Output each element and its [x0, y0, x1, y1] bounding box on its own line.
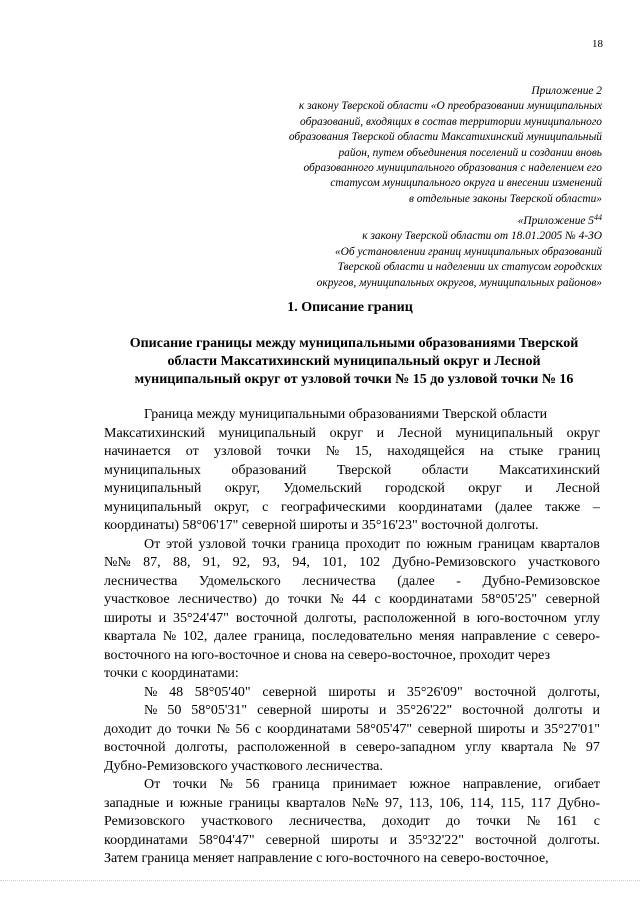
body-word: Тверской [336, 462, 392, 478]
appendix-5-line: Тверской области и наделении их статусом городских [337, 261, 602, 274]
body-word: точки [251, 536, 286, 552]
body-line [104, 554, 600, 573]
body-word: участкового [528, 555, 600, 570]
body-word: 44 [352, 592, 367, 607]
body-word: расположенной [363, 610, 457, 626]
body-word: муниципальный [104, 481, 202, 496]
body-word: направление, [462, 777, 542, 792]
body-word: от [185, 444, 199, 459]
document-subtitle [104, 335, 604, 389]
body-word: 35°24'47" [173, 610, 229, 626]
appendix-5-lines [240, 229, 602, 291]
body-word: Удомельского [198, 573, 281, 589]
body-word: долготы, [304, 610, 357, 626]
body-word: проходит [345, 536, 401, 552]
body-word: 93, [262, 555, 281, 570]
body-word: 88, [172, 555, 191, 570]
body-word: и [378, 703, 387, 718]
body-word: №№ [104, 555, 131, 570]
body-line: Граница между муниципальными образованиями Тверской области [144, 407, 548, 422]
body-word: муниципальный [104, 499, 202, 515]
body-word: 50 [167, 703, 182, 718]
body-word: начинается [104, 444, 171, 459]
body-line [104, 795, 600, 814]
body-word: координатами [398, 499, 483, 515]
body-word: южное [409, 777, 451, 792]
body-line [104, 813, 600, 832]
body-word: южные [179, 795, 223, 811]
body-word: Максатихинский [499, 462, 600, 478]
body-line [104, 776, 600, 795]
body-word: 115, [500, 795, 525, 811]
body-word: граница [291, 536, 340, 552]
body-word: 117 [530, 795, 552, 811]
body-line: Дубно-Ремизовского участкового лесничества. [104, 758, 383, 774]
body-word: округ [468, 481, 502, 496]
body-word: муниципальный [218, 425, 316, 441]
body-word: кварталов [286, 795, 346, 811]
body-word: 97 [585, 740, 600, 755]
body-line [104, 628, 600, 647]
body-word: до [157, 721, 172, 737]
body-word: 94, [292, 555, 310, 570]
body-word: и [530, 721, 539, 737]
body-word: 58°05'40" [194, 684, 251, 700]
body-word: географическими [281, 499, 386, 515]
body-word: Дубно-Ремизовское [482, 573, 600, 589]
body-word: 35°26'22" [396, 703, 453, 718]
body-word: № [325, 444, 340, 459]
body-word: и [165, 795, 174, 811]
body-word: - [456, 573, 461, 589]
body-word: широты [477, 721, 526, 737]
appendix-5-line: округов, муниципальных округов, муниципальных районов» [316, 276, 602, 289]
appendix-2-line: образований, входящих в состав территории муниципального [300, 115, 602, 128]
body-word: (далее [494, 499, 533, 515]
body-word: №№ [351, 795, 379, 811]
body-word: широты [331, 832, 379, 848]
subtitle-line: муниципальный округ от узловой точки № 15 до узловой точки № 16 [134, 372, 574, 387]
body-word: квартала [104, 629, 157, 644]
body-word: долготы, [547, 684, 600, 700]
body-word: широты [321, 703, 369, 718]
body-word: Ремизовского [104, 814, 185, 829]
body-word: 92, [232, 555, 251, 570]
body-word: северо-западном [355, 740, 456, 755]
body-word: долготы [533, 703, 583, 718]
body-word: № [162, 629, 177, 644]
body-word: граница [272, 777, 320, 792]
body-word: этой [166, 536, 193, 552]
body-word: округ, [224, 481, 261, 496]
body-word: муниципальных [104, 462, 201, 478]
body-word: точки [287, 592, 322, 607]
body-word: 58°05'47" [356, 721, 413, 737]
body-line [104, 536, 600, 555]
body-word: 161 [556, 814, 578, 829]
body-word: восточной [235, 610, 298, 626]
body-line: координаты) 58°06'17" северной широты и 35°16'23" восточной долготы. [104, 518, 539, 533]
body-word: 35°27'01" [544, 721, 600, 737]
body-word: восточной [462, 703, 524, 718]
body-line [104, 499, 600, 518]
body-word: лесничества [104, 573, 178, 589]
body-word: координатами [104, 832, 188, 848]
body-word: меняя [418, 629, 455, 644]
body-word: 48 [169, 684, 184, 700]
body-word: 102, [182, 629, 208, 644]
body-word: южным [426, 536, 473, 552]
body-word: с [262, 499, 269, 515]
body-word: юго-восточном [476, 610, 567, 626]
body-word: Лесной [397, 425, 442, 441]
body-word: и [158, 610, 167, 626]
body-word: 102 [359, 555, 381, 570]
body-line [104, 702, 600, 721]
body-line [104, 610, 600, 629]
boundary-description-body [104, 406, 600, 869]
body-word: – [592, 499, 600, 515]
body-word: и [376, 425, 385, 441]
body-word: образований [231, 462, 307, 478]
body-word: далее [214, 629, 247, 644]
body-word: округ [566, 425, 600, 441]
body-word: точки [276, 444, 311, 459]
body-word: Удомельский [283, 481, 362, 496]
body-line [104, 832, 600, 851]
body-word: 113, [408, 795, 433, 811]
body-word: северо- [555, 629, 600, 644]
body-line: восточного на юго-восточное и снова на северо-восточное, проходит через [104, 647, 551, 663]
body-word: лесничества [302, 573, 376, 589]
body-word: с [374, 592, 381, 607]
body-word: долготы. [547, 832, 600, 848]
body-word: Лесной [555, 481, 600, 496]
body-word: 35°32'22" [408, 832, 465, 848]
body-word: доходит [382, 814, 430, 829]
body-word: западные [104, 795, 160, 811]
body-word: точки [172, 777, 207, 792]
body-word: узловой [198, 536, 247, 552]
body-word: № [144, 684, 158, 700]
body-word: широты [104, 610, 152, 626]
body-line [104, 443, 600, 462]
subtitle-line: Описание границы между муниципальными образованиями Тверской [129, 336, 579, 351]
body-line [104, 462, 600, 481]
body-word: № [526, 814, 541, 829]
appendix-2-line: район, путем объединения поселений и создании вновь [338, 146, 602, 159]
body-word: доходит [104, 721, 152, 737]
appendix-2-line: в отдельные законы Тверской области» [408, 192, 602, 205]
body-word: участкового [201, 814, 273, 829]
body-word: № [216, 721, 230, 737]
body-word: муниципальный [455, 425, 553, 441]
body-word: координатами [389, 592, 473, 607]
appendix-2-line: образованного муниципального образования с наделением его [303, 162, 602, 175]
appendix-5-title-main: «Приложение 5 [517, 215, 594, 227]
body-word: (далее [397, 573, 435, 589]
body-word: с [593, 814, 600, 829]
body-word: восточной [475, 832, 537, 848]
body-word: № [330, 592, 344, 607]
body-word: 58°04'47" [198, 832, 255, 848]
body-word: 15, [354, 444, 372, 459]
appendix-5-line: к закону Тверской области от 18.01.2005 № 4-ЗО [362, 230, 602, 243]
body-line [104, 591, 600, 610]
body-word: широты [328, 684, 376, 700]
body-word: городской [385, 481, 445, 496]
section-title: 1. Описание границ [287, 300, 413, 315]
body-word: расположенной [237, 740, 330, 755]
body-line [104, 573, 600, 592]
body-word: лесничества, [289, 814, 366, 829]
body-word: координатами [266, 721, 351, 737]
body-word: северной [545, 592, 600, 607]
body-word: углу [465, 740, 492, 755]
body-word: № [219, 777, 233, 792]
body-word: и [387, 684, 396, 700]
appendix-2-header [240, 84, 602, 207]
page-number: 18 [592, 38, 603, 50]
body-word: Дубно- [557, 795, 600, 811]
body-word: От [144, 536, 161, 552]
body-word: границы [228, 795, 280, 811]
body-line [104, 684, 600, 703]
body-word: Максатихинский [104, 425, 205, 441]
body-word: и [524, 481, 533, 496]
appendix-2-line: Приложение 2 [531, 85, 602, 97]
body-word: северной [257, 703, 312, 718]
body-line: точки с координатами: [104, 666, 239, 681]
body-word: кварталов [540, 536, 600, 552]
appendix-2-line: образования Тверской области Максатихинский муниципальный [288, 131, 602, 144]
body-word: на [479, 444, 494, 459]
body-word: № [562, 740, 577, 755]
body-word: северной [262, 684, 317, 700]
body-word: углу [573, 610, 600, 626]
body-line [104, 739, 600, 758]
body-line [104, 425, 600, 444]
body-word: восточной [474, 684, 537, 700]
appendix-5-title [240, 214, 602, 229]
body-line [104, 480, 600, 499]
body-word: квартала [500, 740, 554, 755]
body-word: точки [176, 721, 211, 737]
appendix-5-line: «Об установлении границ муниципальных образований [334, 245, 602, 258]
body-word: 35°26'09" [406, 684, 463, 700]
body-word: северной [265, 832, 320, 848]
body-word: северной [417, 721, 473, 737]
body-word: и [389, 832, 398, 848]
body-word: 56 [235, 721, 250, 737]
body-word: 91, [202, 555, 221, 570]
body-word: также [545, 499, 581, 515]
appendix-5-header [240, 214, 602, 291]
body-word: и [592, 703, 600, 718]
body-word: до [265, 592, 280, 607]
body-word: по [406, 536, 421, 552]
body-word: в [463, 610, 470, 626]
body-word: лесничество) [178, 592, 257, 607]
footer-divider [0, 880, 640, 881]
body-word: границ [558, 444, 600, 459]
body-word: области [421, 462, 469, 478]
body-word: долготы, [175, 740, 228, 755]
body-word: восточной [104, 740, 166, 755]
body-word: округ, [214, 499, 250, 515]
body-word: граница, [253, 629, 305, 644]
body-word: направление [461, 629, 537, 644]
body-word: округ [329, 425, 363, 441]
body-word: участковое [104, 592, 170, 607]
body-word: 58°05'31" [191, 703, 248, 718]
body-word: № [144, 703, 158, 718]
body-word: с [542, 629, 550, 644]
body-word: Дубно-Ремизовского [392, 555, 516, 570]
body-word: находящейся [387, 444, 465, 459]
body-word: в [339, 740, 347, 755]
appendix-5-title-superscript: 44 [594, 213, 602, 222]
body-word: 114, [469, 795, 494, 811]
subtitle-line: области Максатихинский муниципальный округ и Лесной [167, 354, 541, 369]
body-word: границам [478, 536, 535, 552]
body-word: точки [476, 814, 511, 829]
body-word: с [255, 721, 262, 737]
appendix-2-line: к закону Тверской области «О преобразовании муниципальных [298, 100, 602, 113]
body-word: 97, [384, 795, 403, 811]
body-line [104, 721, 600, 740]
body-word: 87, [143, 555, 161, 570]
body-word: 101, [322, 555, 347, 570]
body-word: От [144, 777, 161, 792]
body-word: огибает [554, 777, 600, 792]
body-word: стыке [508, 444, 544, 459]
body-word: последовательно [311, 629, 413, 644]
appendix-2-line: статусом муниципального округа и внесении изменений [330, 177, 602, 190]
body-line: Затем граница меняет направление с юго-восточного на северо-восточное, [104, 851, 549, 866]
body-word: 58°05'25" [481, 592, 538, 607]
body-word: 56 [245, 777, 260, 792]
body-word: узловой [213, 444, 262, 459]
body-word: до [446, 814, 461, 829]
body-word: 106, [439, 795, 464, 811]
body-word: принимает [332, 777, 397, 792]
